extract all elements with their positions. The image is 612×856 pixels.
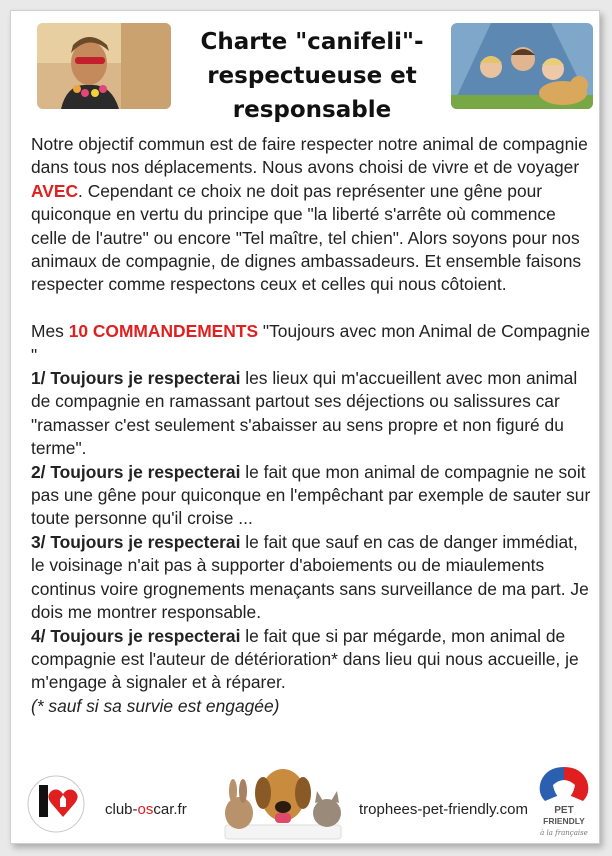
pets-illustration [217,763,349,843]
commandment-4-text: le fait que si par mégarde, mon animal de compagnie est l'auteur de détérioration* dans lieu qui nous accueille, je m'engage à signaler et à réparer. [31,625,579,693]
commandment-3-text: le fait que sauf en cas de danger immédiat, le voisinage n'ait pas à supporter d'aboiements ou de miaulements continus voire grognements menaçants sans surveillance de ma part. Je dois me montrer responsable. [31,531,589,623]
commandment-4-label: 4/ Toujours je respecterai [31,625,241,646]
title-line-1: Charte "canifeli"- [200,29,424,55]
commandment-2 [31,461,591,531]
pf-logo-middle: FRIENDLY [543,816,585,826]
pf-logo-top: PET [554,805,574,816]
family-tent-photo [451,23,593,109]
footnote: (* sauf si sa survie est engagée) [31,695,280,716]
title-line-2: respectueuse et [207,63,417,89]
commandments-highlight: 10 COMMANDEMENTS [68,321,259,342]
charter-title [181,25,443,127]
intro-paragraph [31,133,591,297]
paragraph-gap [31,297,591,320]
commandment-1 [31,367,591,461]
club-site-prefix: club- [105,801,138,818]
intro-text-start: Notre objectif commun est de faire respecter notre animal de compagnie dans tous nos déplacements. Nous avons choisi de vivre et de voyager [31,134,588,178]
club-site-suffix: car.fr [153,801,187,818]
intro-highlight-avec: AVEC [31,180,79,201]
commandment-4 [31,625,591,695]
intro-text-end: . Cependant ce choix ne doit pas représenter une gêne pour quiconque en vertu du principe que "la liberté s'arrête où commence celle de l'autre" ou encore "Tel maître, tel chien". Alors soyons pour nos animaux de compagnie, de dignes ambassadeurs. Et ensemble faisons respecter comme respectons ceux et celles qui nous côtoient. [31,180,582,295]
pet-friendly-logo [533,763,595,841]
commandments-subtitle: "Toujours avec mon Animal de Compagnie " [31,321,591,365]
title-line-3: responsable [232,97,392,123]
charter-body [31,133,591,718]
commandment-2-label: 2/ Toujours je respecterai [31,461,241,482]
man-sunglasses-photo [37,23,171,109]
commandments-lead: Mes [31,321,69,342]
club-site-link[interactable] [105,801,187,818]
pf-logo-bottom: à la française [540,829,588,837]
club-site-highlight: os [137,801,154,818]
commandment-1-label: 1/ Toujours je respecterai [31,368,241,389]
club-oscar-logo [27,771,85,837]
commandment-1-text: les lieux qui m'accueillent avec mon animal de compagnie en ramassant partout ses déjections ou salissures car "ramasser c'est seulement s'abaisser au sens propre et non figuré du terme". [31,368,578,459]
charter-sheet [10,10,600,844]
commandment-2-text: le fait que mon animal de compagnie ne soit pas une gêne pour quiconque en l'empêchant par exemple de sauter sur toute personne qu'il croise ... [31,461,591,529]
commandments-heading [31,320,591,367]
commandment-3-label: 3/ Toujours je respecterai [31,531,241,552]
commandment-3 [31,531,591,625]
trophy-site-link[interactable]: trophees-pet-friendly.com [359,801,528,818]
